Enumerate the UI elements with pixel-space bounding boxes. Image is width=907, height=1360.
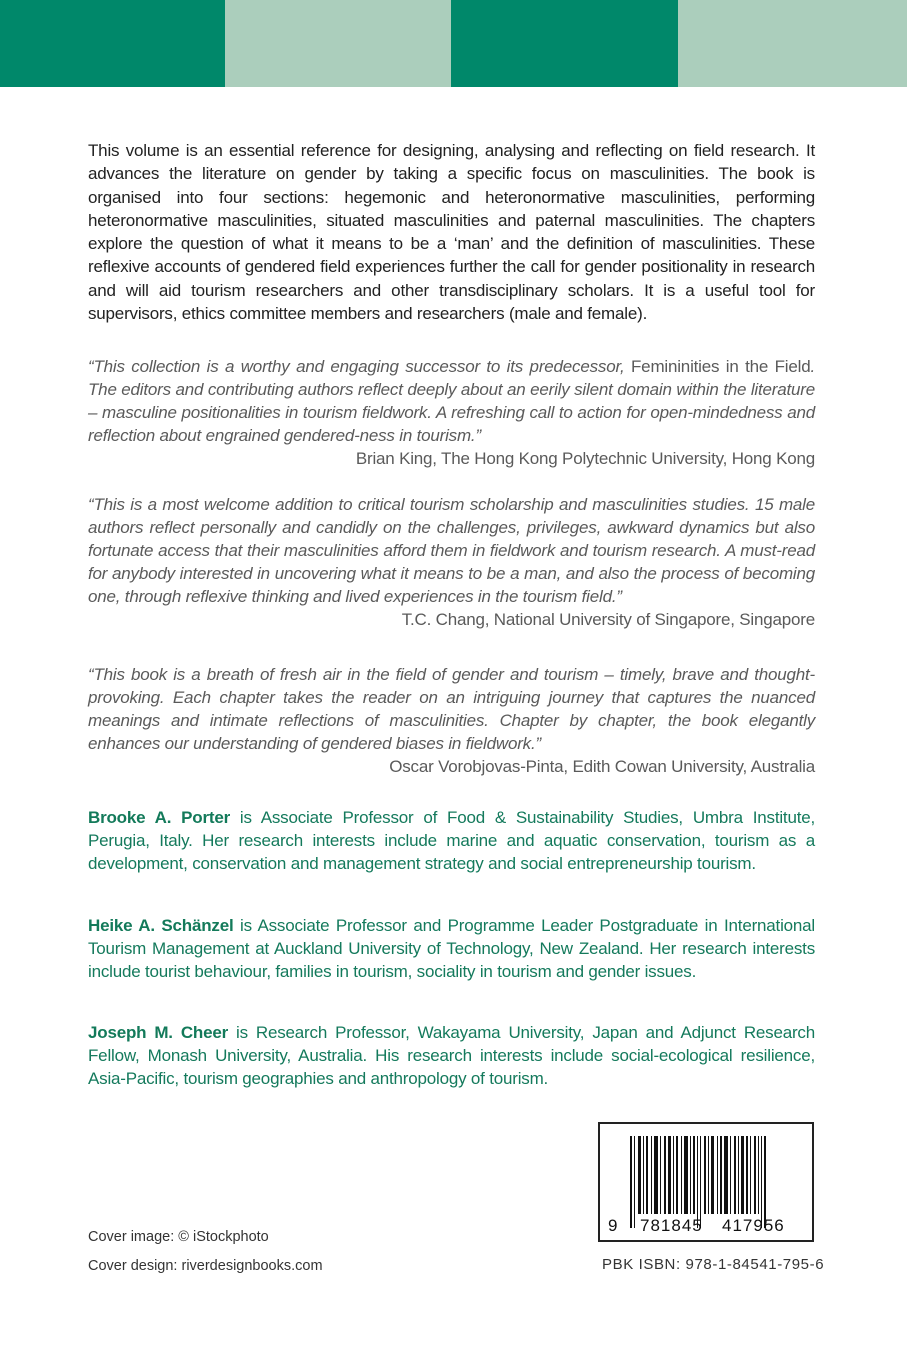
editor-name: Joseph M. Cheer	[88, 1023, 229, 1042]
band-light-1	[225, 0, 451, 87]
quote-book-title: Femininities in the Field	[631, 357, 811, 376]
editor-bio-text: is Associate Professor of Food & Sustainability Studies, Umbra Institute, Perugia, Italy. Her research interests include marine and aquatic conservation, tourism as a development, conservation and management strategy and social entrepreneurship tourism.	[88, 808, 816, 873]
endorsement-quote-1	[88, 355, 815, 470]
band-light-2	[678, 0, 907, 87]
barcode-digit-first: 9	[608, 1216, 618, 1235]
quote-text: “This is a most welcome addition to critical tourism scholarship and masculinities studies. 15 male authors reflect personally and candidly on the challenges, privileges, awkward dynamics but also fortunate access that their masculinities afford them in fieldwork and tourism research. A must-read for anybody interested in uncovering what it means to be a man, and also the process of becoming one, through reflexive thinking and lived experiences in the tourism field.”	[88, 495, 815, 606]
quote-text: . The editors and contributing authors reflect deeply about an eerily silent domain within the literature – masculine positionalities in tourism fieldwork. A refreshing call to action for open-mindedness and reflection about engrained gendered-ness in tourism.”	[88, 357, 816, 445]
editor-name: Heike A. Schänzel	[88, 916, 234, 935]
barcode-bars-icon	[630, 1136, 768, 1224]
editor-bio-1	[88, 806, 815, 875]
barcode-group-left: 781845	[640, 1216, 703, 1235]
quote-attribution: T.C. Chang, National University of Singapore, Singapore	[401, 610, 815, 629]
isbn-barcode	[598, 1122, 814, 1242]
editor-bio-text: is Research Professor, Wakayama University, Japan and Adjunct Research Fellow, Monash University, Australia. His research interests include social-ecological resilience, Asia-Pacific, tourism geographies and anthropology of tourism.	[88, 1023, 815, 1088]
editor-bio-3	[88, 1021, 815, 1090]
header-color-bands	[0, 0, 907, 87]
quote-attribution: Oscar Vorobjovas-Pinta, Edith Cowan University, Australia	[389, 757, 815, 776]
editor-bio-2	[88, 914, 815, 983]
band-dark-2	[451, 0, 678, 87]
barcode-group-right: 417956	[722, 1216, 785, 1235]
endorsement-quote-2	[88, 493, 815, 631]
book-blurb: This volume is an essential reference for designing, analysing and reflecting on field research. It advances the literature on gender by taking a specific focus on masculinities. The book is organised into four sections: hegemonic and heteronormative masculinities, performing heteronormative masculinities, situated masculinities and paternal masculinities. The chapters explore the question of what it means to be a ‘man’ and the definition of masculinities. These reflexive accounts of gendered field experiences further the call for gender positionality in research and will aid tourism researchers and other transdisciplinary scholars. It is a useful tool for supervisors, ethics committee members and researchers (male and female).	[88, 141, 815, 324]
quote-text: “This book is a breath of fresh air in the field of gender and tourism – timely, brave and thought-provoking. Each chapter takes the reader on an intriguing journey that captures the nuanced meanings and intimate reflections of masculinities. Chapter by chapter, the book elegantly enhances our understanding of gendered biases in fieldwork.”	[88, 665, 815, 753]
endorsement-quote-3	[88, 663, 815, 778]
quote-text: “This collection is a worthy and engaging successor to its predecessor,	[88, 357, 631, 376]
cover-image-credit: Cover image: © iStockphoto	[88, 1229, 269, 1245]
editor-bio-text: is Associate Professor and Programme Leader Postgraduate in International Tourism Management at Auckland University of Technology, New Zealand. Her research interests include tourist behaviour, families in tourism, sociality in tourism and gender issues.	[88, 916, 815, 981]
cover-design-credit: Cover design: riverdesignbooks.com	[88, 1258, 323, 1274]
editor-name: Brooke A. Porter	[88, 808, 230, 827]
band-dark-1	[0, 0, 225, 87]
isbn-label: PBK ISBN: 978-1-84541-795-6	[602, 1256, 825, 1273]
quote-attribution: Brian King, The Hong Kong Polytechnic University, Hong Kong	[355, 449, 815, 468]
